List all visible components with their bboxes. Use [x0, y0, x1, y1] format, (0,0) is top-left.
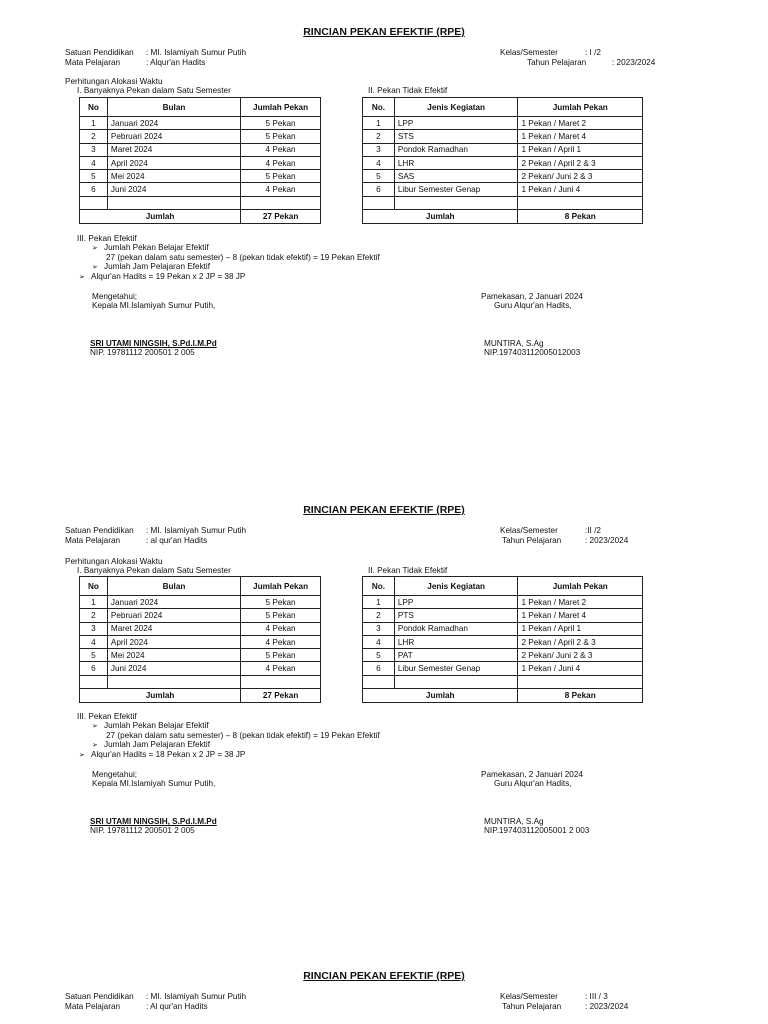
bullet-text: Jumlah Pekan Belajar Efektif: [104, 243, 209, 252]
cell-bulan: April 2024: [107, 635, 240, 648]
cell-bulan: Juni 2024: [107, 183, 240, 196]
bullet-text: Jumlah Jam Pelajaran Efektif: [104, 262, 211, 271]
header-jumlah-pekan: Jumlah Pekan: [241, 98, 321, 117]
kelas-label: Kelas/Semester: [500, 48, 558, 57]
kelas-value: : I /2: [585, 48, 601, 57]
total-label: Jumlah: [80, 210, 241, 224]
mengetahui: Mengetahui;: [92, 292, 138, 301]
cell-kegiatan: LPP: [394, 117, 518, 130]
cell-bulan: April 2024: [107, 156, 240, 169]
mapel-value: : al qur'an Hadits: [146, 536, 208, 545]
kelas-label: Kelas/Semester: [500, 992, 558, 1001]
cell-jumlah: 2 Pekan/ Juni 2 & 3: [518, 649, 643, 662]
table-row: [363, 609, 643, 622]
header-jenis-kegiatan: Jenis Kegiatan: [394, 98, 518, 117]
mapel-value: : Al qur'an Hadits: [146, 1002, 208, 1011]
cell-jumlah: 1 Pekan / Juni 4: [518, 183, 643, 196]
guru-nip: NIP.197403112005012003: [484, 348, 581, 357]
section2-title: II. Pekan Tidak Efektif: [368, 86, 448, 95]
kepala-jabatan: Kepala MI.Islamiyah Sumur Putih,: [92, 779, 216, 788]
rpe-section-1: [0, 0, 768, 480]
mapel-label: Mata Pelajaran: [65, 536, 121, 545]
cell-no: 3: [363, 143, 395, 156]
cell-jumlah: 2 Pekan / April 2 & 3: [518, 635, 643, 648]
cell-no: 1: [80, 596, 108, 609]
cell-no: 2: [80, 609, 108, 622]
table-row: [80, 635, 321, 648]
table-total-row: [363, 689, 643, 703]
guru-jabatan: Guru Alqur'an Hadits,: [494, 779, 572, 788]
cell-kegiatan: PTS: [394, 609, 518, 622]
table-header-row: [80, 98, 321, 117]
bullet-text: Alqur'an Hadits = 19 Pekan x 2 JP = 38 JP: [91, 272, 246, 281]
cell-jumlah: 1 Pekan / April 1: [518, 143, 643, 156]
cell-jumlah: 5 Pekan: [241, 609, 321, 622]
satuan-label: Satuan Pendidikan: [65, 992, 134, 1001]
cell-jumlah: 1 Pekan / Maret 2: [518, 117, 643, 130]
table-row: [80, 662, 321, 675]
satuan-label: Satuan Pendidikan: [65, 48, 134, 57]
table-row: [363, 662, 643, 675]
arrow-bullet-icon: ➢: [92, 723, 98, 730]
cell-jumlah: 1 Pekan / Maret 4: [518, 130, 643, 143]
section1-title: I. Banyaknya Pekan dalam Satu Semester: [77, 86, 231, 95]
header-no: No: [80, 577, 108, 596]
cell-jumlah: 5 Pekan: [241, 170, 321, 183]
cell-jumlah: 4 Pekan: [241, 143, 321, 156]
satuan-value: : MI. Islamiyah Sumur Putih: [146, 48, 247, 57]
table-row: [363, 635, 643, 648]
table-row: [80, 143, 321, 156]
calc-line: 27 (pekan dalam satu semester) – 8 (pekan tidak efektif) = 19 Pekan Efektif: [106, 253, 380, 262]
perhitungan-label: Perhitungan Alokasi Waktu: [65, 77, 163, 86]
cell-jumlah: 4 Pekan: [241, 662, 321, 675]
cell-no: 3: [80, 622, 108, 635]
total-value: 27 Pekan: [241, 210, 321, 224]
pekan-tidak-efektif-table: [362, 97, 643, 224]
table-row: [363, 649, 643, 662]
cell-no: 5: [363, 170, 395, 183]
cell-bulan: Mei 2024: [107, 649, 240, 662]
pekan-tidak-efektif-table: [362, 576, 643, 703]
cell-kegiatan: Pondok Ramadhan: [394, 143, 518, 156]
table-row-empty: [80, 196, 321, 209]
cell-jumlah: 1 Pekan / April 1: [518, 622, 643, 635]
header-bulan: Bulan: [107, 98, 240, 117]
table-row: [363, 596, 643, 609]
table-row: [80, 117, 321, 130]
satuan-value: : MI. Islamiyah Sumur Putih: [146, 526, 247, 535]
guru-nip: NIP.197403112005001 2 003: [484, 826, 590, 835]
cell-no: 1: [80, 117, 108, 130]
cell-no: 1: [363, 596, 395, 609]
tahun-label: Tahun Pelajaran: [502, 1002, 562, 1011]
cell-jumlah: 2 Pekan/ Juni 2 & 3: [518, 170, 643, 183]
page-title: RINCIAN PEKAN EFEKTIF (RPE): [303, 26, 465, 38]
header-no: No: [80, 98, 108, 117]
cell-kegiatan: LHR: [394, 635, 518, 648]
table-row: [80, 596, 321, 609]
header-jumlah-pekan: Jumlah Pekan: [518, 577, 643, 596]
cell-kegiatan: SAS: [394, 170, 518, 183]
bullet-item: [79, 272, 245, 283]
table-row: [363, 170, 643, 183]
mapel-value: : Alqur'an Hadits: [146, 58, 206, 67]
bullet-text: Jumlah Pekan Belajar Efektif: [104, 721, 209, 730]
cell-jumlah: 5 Pekan: [241, 649, 321, 662]
cell-bulan: Pebruari 2024: [107, 609, 240, 622]
table-total-row: [80, 210, 321, 224]
cell-jumlah: 4 Pekan: [241, 622, 321, 635]
satuan-value: : MI. Islamiyah Sumur Putih: [146, 992, 247, 1001]
cell-no: 6: [80, 183, 108, 196]
table-row-empty: [80, 675, 321, 688]
table-row: [80, 170, 321, 183]
cell-jumlah: 1 Pekan / Juni 4: [518, 662, 643, 675]
tempat-tanggal: Pamekasan, 2 Januari 2024: [481, 292, 583, 301]
guru-nama: MUNTIRA, S.Ag: [484, 817, 544, 826]
cell-no: 6: [80, 662, 108, 675]
table-header-row: [363, 577, 643, 596]
cell-no: 4: [363, 156, 395, 169]
bullet-text: Alqur'an Hadits = 18 Pekan x 2 JP = 38 JP: [91, 750, 246, 759]
bullet-item: [79, 750, 245, 761]
cell-jumlah: 1 Pekan / Maret 2: [518, 596, 643, 609]
cell-no: 6: [363, 183, 395, 196]
total-value: 27 Pekan: [241, 689, 321, 703]
tahun-value: : 2023/2024: [585, 1002, 629, 1011]
total-label: Jumlah: [363, 689, 518, 703]
mapel-label: Mata Pelajaran: [65, 58, 121, 67]
cell-no: 5: [80, 649, 108, 662]
total-label: Jumlah: [363, 210, 518, 224]
cell-bulan: Januari 2024: [107, 117, 240, 130]
table-row-empty: [363, 196, 643, 209]
kepala-nip: NIP. 19781112 200501 2 005: [90, 348, 195, 357]
pekan-semester-table: [79, 97, 321, 224]
page-title: RINCIAN PEKAN EFEKTIF (RPE): [303, 970, 465, 982]
header-jumlah-pekan: Jumlah Pekan: [241, 577, 321, 596]
kepala-jabatan: Kepala MI.Islamiyah Sumur Putih,: [92, 301, 216, 310]
arrow-bullet-icon: ➢: [92, 742, 98, 749]
mapel-label: Mata Pelajaran: [65, 1002, 121, 1011]
tahun-label: Tahun Pelajaran: [527, 58, 587, 67]
cell-bulan: Maret 2024: [107, 622, 240, 635]
cell-no: 5: [80, 170, 108, 183]
cell-bulan: Juni 2024: [107, 662, 240, 675]
pekan-semester-table: [79, 576, 321, 703]
tempat-tanggal: Pamekasan, 2 Januari 2024: [481, 770, 583, 779]
table-row: [80, 130, 321, 143]
guru-nama: MUNTIRA, S.Ag: [484, 339, 544, 348]
header-bulan: Bulan: [107, 577, 240, 596]
cell-kegiatan: PAT: [394, 649, 518, 662]
kepala-nama: SRI UTAMI NINGSIH, S.Pd.I.M.Pd: [90, 817, 217, 826]
header-jumlah-pekan: Jumlah Pekan: [518, 98, 643, 117]
cell-jumlah: 4 Pekan: [241, 156, 321, 169]
table-row: [80, 156, 321, 169]
tahun-value: : 2023/2024: [585, 536, 629, 545]
cell-jumlah: 4 Pekan: [241, 635, 321, 648]
table-row: [80, 183, 321, 196]
cell-bulan: Januari 2024: [107, 596, 240, 609]
cell-jumlah: 5 Pekan: [241, 130, 321, 143]
rpe-section-3: [0, 944, 768, 1024]
table-total-row: [363, 210, 643, 224]
total-label: Jumlah: [80, 689, 241, 703]
cell-no: 2: [363, 130, 395, 143]
table-row: [80, 609, 321, 622]
tahun-value: : 2023/2024: [612, 58, 656, 67]
section1-title: I. Banyaknya Pekan dalam Satu Semester: [77, 566, 231, 575]
cell-no: 6: [363, 662, 395, 675]
cell-jumlah: 1 Pekan / Maret 4: [518, 609, 643, 622]
arrow-bullet-icon: ➢: [79, 274, 85, 281]
cell-no: 1: [363, 117, 395, 130]
total-value: 8 Pekan: [518, 689, 643, 703]
cell-jumlah: 5 Pekan: [241, 117, 321, 130]
arrow-bullet-icon: ➢: [92, 245, 98, 252]
cell-jumlah: 2 Pekan / April 2 & 3: [518, 156, 643, 169]
cell-no: 2: [80, 130, 108, 143]
total-value: 8 Pekan: [518, 210, 643, 224]
tahun-label: Tahun Pelajaran: [502, 536, 562, 545]
table-row: [363, 143, 643, 156]
cell-kegiatan: Pondok Ramadhan: [394, 622, 518, 635]
header-no: No.: [363, 577, 395, 596]
cell-no: 5: [363, 649, 395, 662]
cell-jumlah: 4 Pekan: [241, 183, 321, 196]
table-total-row: [80, 689, 321, 703]
cell-kegiatan: Libur Semester Genap: [394, 183, 518, 196]
cell-kegiatan: LHR: [394, 156, 518, 169]
table-row: [363, 156, 643, 169]
table-row: [363, 117, 643, 130]
arrow-bullet-icon: ➢: [92, 264, 98, 271]
cell-jumlah: 5 Pekan: [241, 596, 321, 609]
arrow-bullet-icon: ➢: [79, 752, 85, 759]
calc-line: 27 (pekan dalam satu semester) – 8 (pekan tidak efektif) = 19 Pekan Efektif: [106, 731, 380, 740]
cell-no: 3: [363, 622, 395, 635]
rpe-section-2: [0, 478, 768, 958]
table-header-row: [363, 98, 643, 117]
table-row-empty: [363, 675, 643, 688]
table-row: [363, 622, 643, 635]
kelas-value: : III / 3: [585, 992, 608, 1001]
cell-kegiatan: STS: [394, 130, 518, 143]
cell-bulan: Pebruari 2024: [107, 130, 240, 143]
table-row: [80, 622, 321, 635]
satuan-label: Satuan Pendidikan: [65, 526, 134, 535]
kelas-value: :II /2: [585, 526, 601, 535]
table-row: [363, 130, 643, 143]
cell-no: 4: [363, 635, 395, 648]
table-header-row: [80, 577, 321, 596]
cell-kegiatan: LPP: [394, 596, 518, 609]
perhitungan-label: Perhitungan Alokasi Waktu: [65, 557, 163, 566]
section2-title: II. Pekan Tidak Efektif: [368, 566, 448, 575]
cell-no: 2: [363, 609, 395, 622]
cell-bulan: Mei 2024: [107, 170, 240, 183]
guru-jabatan: Guru Alqur'an Hadits,: [494, 301, 572, 310]
cell-no: 4: [80, 156, 108, 169]
cell-no: 4: [80, 635, 108, 648]
page-title: RINCIAN PEKAN EFEKTIF (RPE): [303, 504, 465, 516]
section3-title: III. Pekan Efektif: [77, 234, 137, 243]
table-row: [80, 649, 321, 662]
cell-kegiatan: Libur Semester Genap: [394, 662, 518, 675]
header-jenis-kegiatan: Jenis Kegiatan: [394, 577, 518, 596]
bullet-text: Jumlah Jam Pelajaran Efektif: [104, 740, 211, 749]
kepala-nama: SRI UTAMI NINGSIH, S.Pd.I.M.Pd: [90, 339, 217, 348]
kepala-nip: NIP. 19781112 200501 2 005: [90, 826, 195, 835]
kelas-label: Kelas/Semester: [500, 526, 558, 535]
header-no: No.: [363, 98, 395, 117]
section3-title: III. Pekan Efektif: [77, 712, 137, 721]
table-row: [363, 183, 643, 196]
cell-bulan: Maret 2024: [107, 143, 240, 156]
cell-no: 3: [80, 143, 108, 156]
mengetahui: Mengetahui;: [92, 770, 138, 779]
